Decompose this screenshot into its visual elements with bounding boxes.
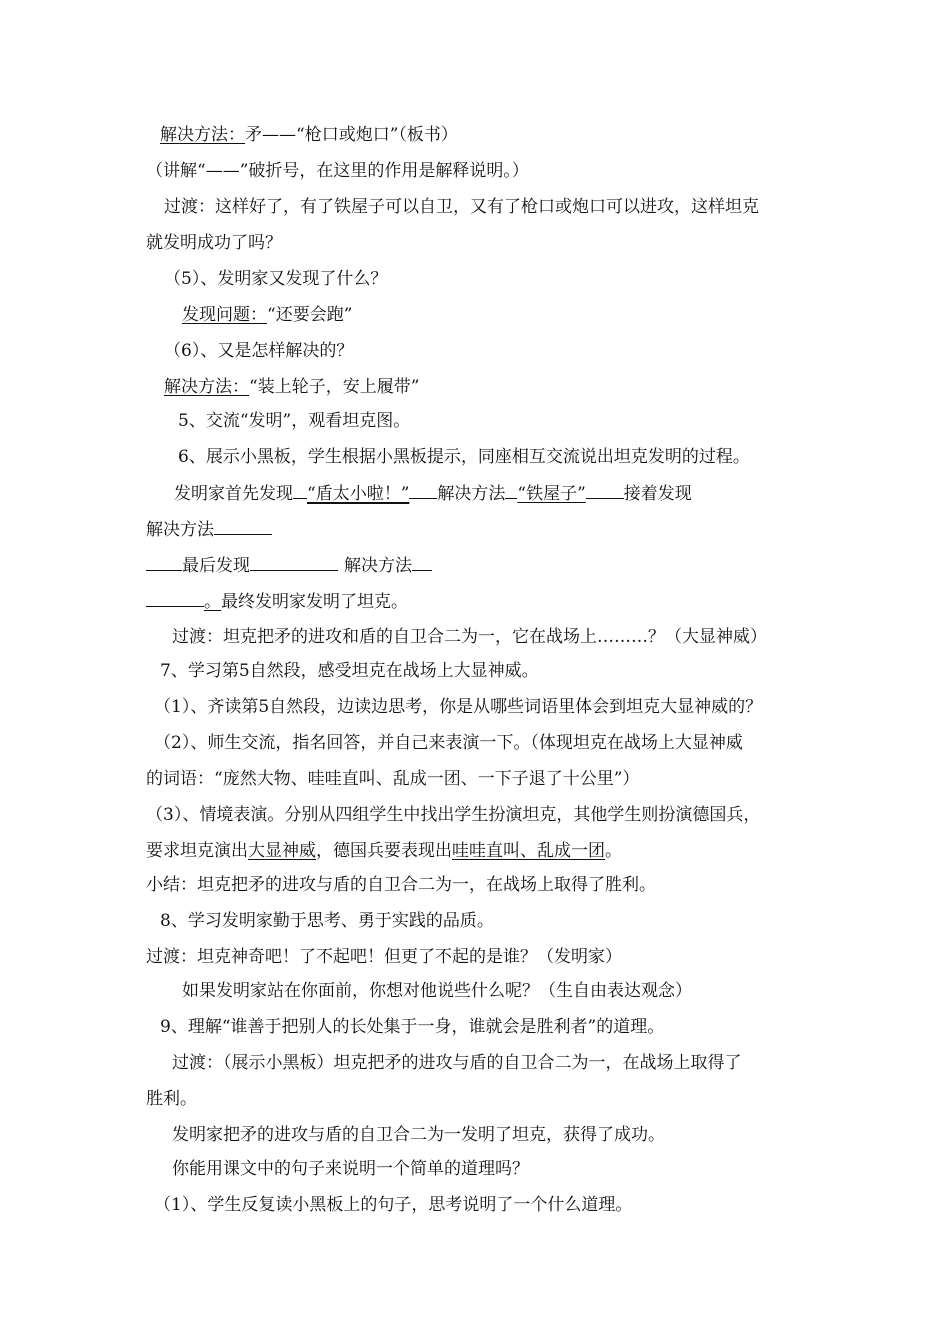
fill-text: 解决方法 — [344, 556, 412, 576]
inventor-success: 发明家把矛的进攻与盾的自卫合二为一发明了坦克，获得了成功。 — [172, 1125, 665, 1145]
fill-text-e: 接着发现 — [623, 484, 692, 504]
method-line-1 — [160, 124, 458, 146]
fill-answer-1: “盾太小啦！” — [307, 484, 410, 504]
transition-4: 过渡：（展示小黑板）坦克把矛的进攻与盾的自卫合二为一，在战场上取得了 — [172, 1053, 742, 1073]
step-6: 6、展示小黑板，学生根据小黑板提示，同座相互交流说出坦克发明的过程。 — [178, 447, 750, 467]
step-7-3: （3）、情境表演。分别从四组学生中找出学生扮演坦克，其他学生则扮演德国兵， — [146, 805, 761, 825]
step-7-2-cont: 的词语：“庞然大物、哇哇直叫、乱成一团、一下子退了十公里”） — [146, 769, 640, 789]
method-text: 矛——“枪口或炮口”（板书） — [245, 125, 458, 145]
blank — [412, 554, 432, 571]
step-5: 5、交流“发明”，观看坦克图。 — [178, 411, 411, 431]
problem-label: 发现问题： — [182, 305, 267, 325]
fill-text-c: 解决方法 — [437, 484, 506, 504]
summary: 小结：坦克把矛的进攻与盾的自卫合二为一，在战场上取得了胜利。 — [146, 875, 656, 895]
blank — [146, 590, 204, 607]
transition-1: 过渡：这样好了，有了铁屋子可以自卫，又有了枪口或炮口可以进攻，这样坦克 — [164, 197, 759, 217]
question-6: （6）、又是怎样解决的？ — [164, 341, 354, 361]
text: 要求坦克演出 — [146, 841, 248, 861]
fill-text-a: 发明家首先发现 — [174, 484, 293, 504]
blank — [409, 482, 437, 499]
step-7: 7、学习第5自然段，感受坦克在战场上大显神威。 — [160, 661, 539, 681]
step-9-1: （1）、学生反复读小黑板上的句子，思考说明了一个什么道理。 — [154, 1195, 633, 1215]
dash-explanation: （讲解“——”破折号，在这里的作用是解释说明。） — [146, 161, 529, 181]
fill-text: 最终发明家发明了坦克。 — [221, 592, 408, 612]
blank — [250, 554, 338, 571]
question-principle: 你能用课文中的句子来说明一个简单的道理吗？ — [172, 1159, 529, 1179]
fill-text: 解决方法 — [146, 520, 214, 540]
question-5: （5）、发明家又发现了什么？ — [164, 269, 388, 289]
blank — [586, 482, 624, 499]
problem-line — [182, 304, 352, 326]
step-8: 8、学习发明家勤于思考、勇于实践的品质。 — [160, 911, 494, 931]
method-line-2 — [164, 376, 419, 398]
text: ，德国兵要表现出 — [316, 841, 452, 861]
fill-line-4 — [146, 590, 408, 613]
method-label-2: 解决方法： — [164, 377, 249, 397]
blank — [146, 554, 182, 571]
fill-text: 最后发现 — [182, 556, 250, 576]
transition-1-cont: 就发明成功了吗？ — [146, 233, 282, 253]
blank — [214, 518, 272, 535]
transition-3: 过渡：坦克神奇吧！了不起吧！但更了不起的是谁？（发明家） — [146, 947, 622, 967]
step-7-1: （1）、齐读第5自然段，边读边思考，你是从哪些词语里体会到坦克大显神威的？ — [154, 697, 763, 717]
text: 。 — [605, 841, 622, 861]
keyword-1: 大显神威 — [248, 841, 316, 861]
step-7-2: （2）、师生交流，指名回答，并自己来表演一下。（体现坦克在战场上大显神威 — [154, 733, 743, 753]
blank — [505, 482, 517, 499]
fill-line-2 — [146, 518, 272, 541]
method-text-2: “装上轮子，安上履带” — [249, 377, 420, 397]
fill-answer-2: “铁屋子” — [517, 484, 586, 504]
blank — [293, 482, 307, 499]
fill-line-3 — [146, 554, 432, 577]
problem-text: “还要会跑” — [267, 305, 353, 325]
question-inventor: 如果发明家站在你面前，你想对他说些什么呢？（生自由表达观念） — [182, 981, 692, 1001]
step-7-3-cont — [146, 840, 622, 862]
step-9: 9、理解“谁善于把别人的长处集于一身，谁就会是胜利者”的道理。 — [160, 1017, 665, 1037]
transition-4-cont: 胜利。 — [146, 1089, 197, 1109]
fill-line-1 — [174, 482, 692, 505]
keyword-2: 哇哇直叫、乱成一团 — [452, 841, 605, 861]
method-label: 解决方法： — [160, 125, 245, 145]
transition-2: 过渡：坦克把矛的进攻和盾的自卫合二为一，它在战场上………？（大显神威） — [172, 627, 767, 647]
fill-period: 。 — [204, 592, 221, 612]
